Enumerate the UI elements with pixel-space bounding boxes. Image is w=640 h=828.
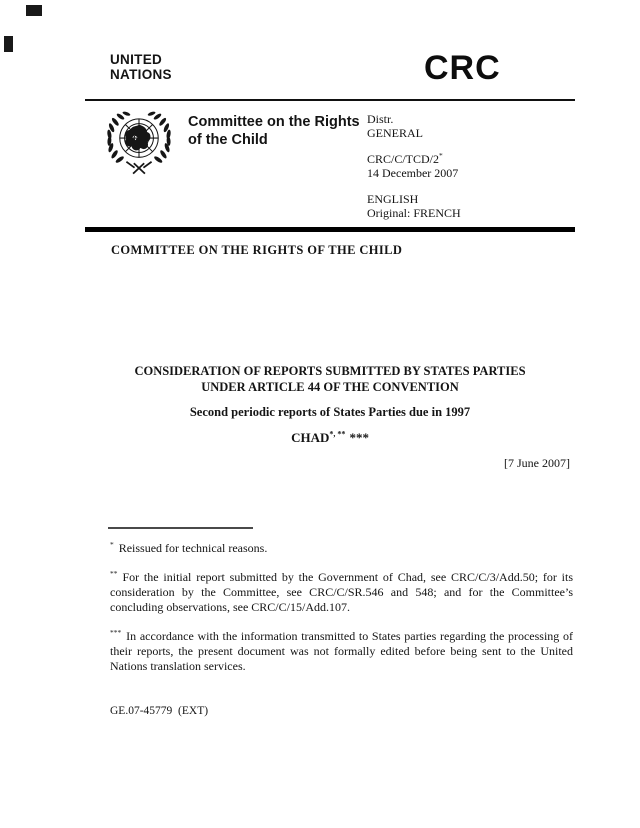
footnote-3-text: In accordance with the information transmitted to States parties regarding the processing of their reports, the present document was not formally edited before being sent to the United Nations translation services. (110, 629, 573, 673)
report-title (85, 364, 575, 395)
masthead-bottom-rule (85, 227, 575, 232)
reference-note-marker: * (439, 151, 443, 160)
doc-date: 14 December 2007 (367, 165, 459, 180)
footnote-3 (110, 629, 573, 674)
distr-label: Distr. (367, 112, 394, 126)
submission-date: [7 June 2007] (504, 456, 570, 470)
country-note-marker: *, ** (329, 429, 346, 439)
committee-name: Committee on the Rights of the Child (188, 114, 360, 148)
footnote-1-marker: * (110, 540, 114, 549)
scan-artifact-mark (4, 36, 13, 52)
distribution-block (367, 113, 461, 233)
footnote-2 (110, 570, 573, 615)
org-name-line1: UNITED (110, 52, 163, 67)
un-emblem-icon (102, 108, 176, 180)
doc-symbol-large: CRC (424, 49, 501, 87)
country-note-stars: *** (349, 430, 369, 445)
footnote-2-marker: ** (110, 569, 118, 578)
footnote-1-text: Reissued for technical reasons. (118, 541, 268, 555)
report-title-line1: CONSIDERATION OF REPORTS SUBMITTED BY STATES PARTIES (134, 364, 526, 378)
footnote-2-text: For the initial report submitted by the Government of Chad, see CRC/C/3/Add.50; for its consideration by the Committee, see CRC/C/SR.546 and 548; and for the Committee’s concluding observations, see CRC/C/15/Add.107. (110, 570, 573, 614)
country-name: CHAD (291, 430, 330, 445)
committee-heading: COMMITTEE ON THE RIGHTS OF THE CHILD (111, 243, 403, 257)
report-subtitle: Second periodic reports of States Parties due in 1997 (189, 405, 471, 419)
doc-original-language: Original: FRENCH (367, 205, 461, 220)
org-name-line2: NATIONS (110, 67, 172, 82)
scan-artifact-mark (26, 5, 42, 16)
org-name (110, 52, 172, 82)
header-divider-rule (85, 99, 575, 101)
report-title-line2: UNDER ARTICLE 44 OF THE CONVENTION (201, 379, 459, 394)
footnote-separator-rule (108, 527, 253, 529)
country-line (85, 430, 575, 446)
distr-type: GENERAL (367, 125, 423, 140)
document-id: GE.07-45779 (EXT) (110, 705, 209, 717)
doc-reference-symbol: CRC/C/TCD/2* (367, 151, 443, 166)
footnote-3-marker: *** (110, 628, 122, 637)
footnotes (110, 541, 573, 688)
doc-language: ENGLISH (367, 192, 419, 206)
footnote-1 (110, 541, 573, 556)
